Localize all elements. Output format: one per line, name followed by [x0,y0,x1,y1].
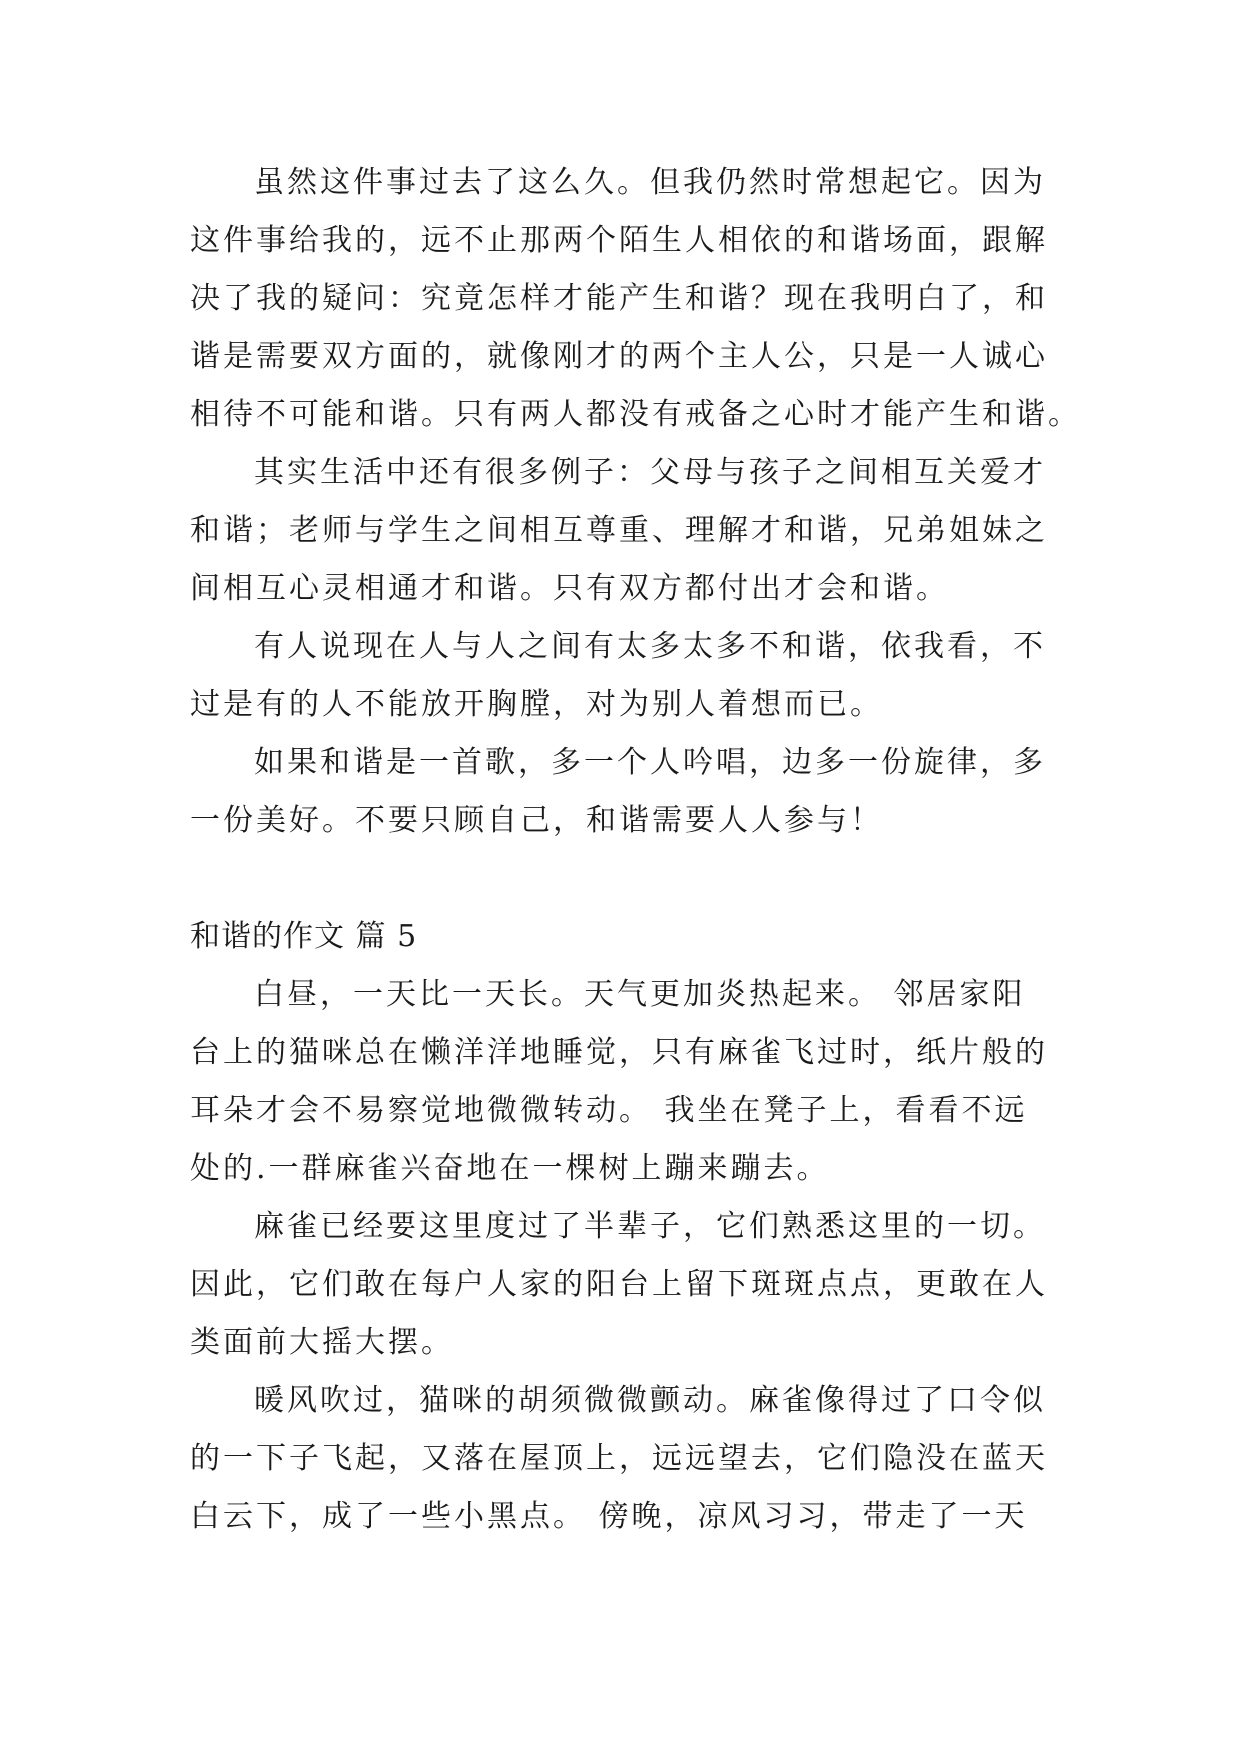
text-line: 谐是需要双方面的，就像刚才的两个主人公，只是一人诚心 [190,339,1048,374]
text-line: 台上的猫咪总在懒洋洋地睡觉，只有麻雀飞过时，纸片般的 [190,1035,1048,1070]
text-line: 决了我的疑问：究竟怎样才能产生和谐？现在我明白了，和 [190,281,1048,316]
text-line: 如果和谐是一首歌，多一个人吟唱，边多一份旋律，多 [254,745,1046,780]
text-line: 白昼，一天比一天长。天气更加炎热起来。 邻居家阳 [254,977,1026,1012]
text-line: 相待不可能和谐。只有两人都没有戒备之心时才能产生和谐。 [190,397,1081,432]
text-line: 一份美好。不要只顾自己，和谐需要人人参与！ [190,803,883,838]
text-line: 虽然这件事过去了这么久。但我仍然时常想起它。因为 [254,165,1046,200]
text-line: 处的.一群麻雀兴奋地在一棵树上蹦来蹦去。 [190,1151,830,1186]
text-line: 暖风吹过，猫咪的胡须微微颤动。麻雀像得过了口令似 [254,1383,1046,1418]
text-line: 白云下，成了一些小黑点。 傍晚，凉风习习，带走了一天 [190,1499,1028,1534]
text-line: 的一下子飞起，又落在屋顶上，远远望去，它们隐没在蓝天 [190,1441,1048,1476]
text-line: 这件事给我的，远不止那两个陌生人相依的和谐场面，跟解 [190,223,1048,258]
text-line: 耳朵才会不易察觉地微微转动。 我坐在凳子上，看看不远 [190,1093,1028,1128]
text-line: 麻雀已经要这里度过了半辈子，它们熟悉这里的一切。 [254,1209,1046,1244]
text-line: 和谐；老师与学生之间相互尊重、理解才和谐，兄弟姐妹之 [190,513,1048,548]
text-line: 因此，它们敢在每户人家的阳台上留下斑斑点点，更敢在人 [190,1267,1048,1302]
text-line: 其实生活中还有很多例子：父母与孩子之间相互关爱才 [254,455,1046,490]
text-line: 过是有的人不能放开胸膛，对为别人着想而已。 [190,687,883,722]
text-line: 有人说现在人与人之间有太多太多不和谐，依我看，不 [254,629,1046,664]
text-line: 间相互心灵相通才和谐。只有双方都付出才会和谐。 [190,571,949,606]
text-line: 类面前大摇大摆。 [190,1325,454,1360]
section-heading: 和谐的作文 篇 5 [190,919,418,954]
